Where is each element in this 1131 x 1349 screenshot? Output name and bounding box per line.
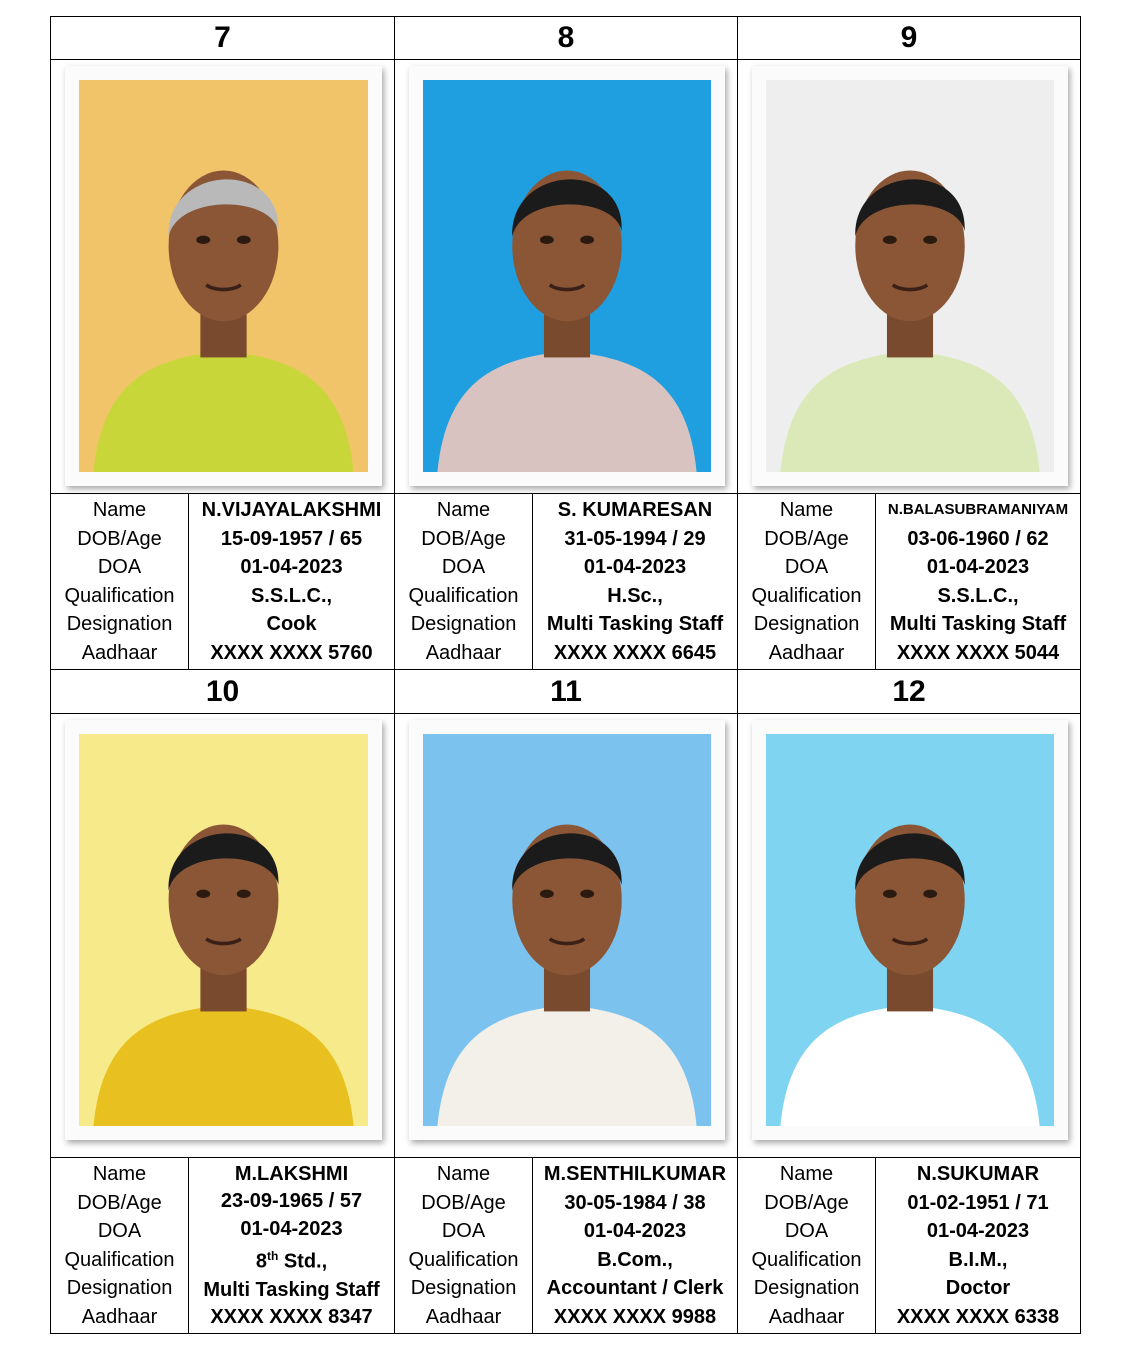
value-qualification: S.S.L.C., xyxy=(250,584,333,607)
details-table xyxy=(51,493,394,669)
field-labels xyxy=(51,494,189,669)
photo-frame xyxy=(752,720,1068,1140)
person-number: 11 xyxy=(550,674,582,708)
portrait-figure xyxy=(423,80,711,472)
value-doa: 01-04-2023 xyxy=(926,556,1030,579)
portrait-figure xyxy=(423,734,711,1126)
value-designation: Doctor xyxy=(945,1277,1011,1300)
value-designation: Multi Tasking Staff xyxy=(889,613,1067,636)
field-values xyxy=(189,494,394,669)
value-doa: 01-04-2023 xyxy=(583,556,687,579)
value-dob-age: 30-05-1984 / 38 xyxy=(564,1191,706,1214)
label-doa: DOA xyxy=(784,556,829,579)
value-qualification: H.Sc., xyxy=(607,584,663,607)
value-aadhaar: XXXX XXXX 5760 xyxy=(210,641,373,664)
details-table xyxy=(738,493,1080,669)
label-qualification: Qualification xyxy=(751,584,862,607)
details-table xyxy=(395,1157,737,1333)
details-table xyxy=(51,1157,394,1333)
photo-frame xyxy=(409,720,725,1140)
label-name: Name xyxy=(436,499,491,522)
label-dob-age: DOB/Age xyxy=(764,1191,849,1214)
photo-frame xyxy=(65,66,382,486)
label-dob-age: DOB/Age xyxy=(77,527,162,550)
label-dob-age: DOB/Age xyxy=(764,527,849,550)
value-doa: 01-04-2023 xyxy=(240,1217,343,1240)
number-cell xyxy=(394,669,737,713)
number-cell xyxy=(737,16,1081,59)
label-qualification: Qualification xyxy=(408,1248,519,1271)
number-cell xyxy=(737,669,1081,713)
field-values xyxy=(533,1158,737,1333)
portrait-figure xyxy=(766,734,1054,1126)
label-doa: DOA xyxy=(97,1220,142,1243)
label-doa: DOA xyxy=(97,556,142,579)
value-designation: Accountant / Clerk xyxy=(546,1277,724,1300)
details-table xyxy=(395,493,737,669)
value-doa: 01-04-2023 xyxy=(240,556,343,579)
label-qualification: Qualification xyxy=(64,1248,175,1271)
value-name: N.VIJAYALAKSHMI xyxy=(201,499,382,522)
value-designation: Multi Tasking Staff xyxy=(203,1278,380,1301)
label-name: Name xyxy=(779,1163,834,1186)
person-number: 7 xyxy=(214,21,231,54)
label-aadhaar: Aadhaar xyxy=(768,641,845,664)
field-labels xyxy=(51,1158,189,1333)
person-number: 8 xyxy=(557,21,575,54)
field-values xyxy=(189,1158,394,1333)
value-dob-age: 03-06-1960 / 62 xyxy=(907,527,1049,550)
label-dob-age: DOB/Age xyxy=(421,527,506,550)
portrait-figure xyxy=(79,734,368,1126)
label-doa: DOA xyxy=(784,1220,829,1243)
portrait-figure xyxy=(79,80,368,472)
value-aadhaar: XXXX XXXX 5044 xyxy=(896,641,1060,664)
label-designation: Designation xyxy=(753,613,860,636)
label-designation: Designation xyxy=(410,1277,517,1300)
person-card xyxy=(394,59,737,669)
value-dob-age: 31-05-1994 / 29 xyxy=(564,527,706,550)
label-designation: Designation xyxy=(410,613,517,636)
portrait-photo xyxy=(423,80,711,472)
person-card xyxy=(737,59,1081,669)
label-name: Name xyxy=(92,1163,147,1186)
label-name: Name xyxy=(436,1163,491,1186)
label-qualification: Qualification xyxy=(751,1248,862,1271)
field-values xyxy=(876,494,1080,669)
value-name: N.BALASUBRAMANIYAM xyxy=(887,501,1069,519)
number-cell xyxy=(50,669,394,713)
qualification-part: 8 xyxy=(255,1251,267,1274)
value-aadhaar: XXXX XXXX 6338 xyxy=(896,1305,1060,1328)
number-cell xyxy=(394,16,737,59)
person-card xyxy=(50,713,394,1334)
value-aadhaar: XXXX XXXX 9988 xyxy=(553,1305,717,1328)
portrait-figure xyxy=(766,80,1054,472)
photo-frame xyxy=(409,66,725,486)
person-card xyxy=(394,713,737,1334)
label-qualification: Qualification xyxy=(408,584,519,607)
field-labels xyxy=(738,1158,876,1333)
portrait-photo xyxy=(423,734,711,1126)
value-name: M.SENTHILKUMAR xyxy=(543,1163,727,1186)
value-aadhaar: XXXX XXXX 6645 xyxy=(553,641,717,664)
value-name: N.SUKUMAR xyxy=(916,1163,1040,1186)
value-qualification: S.S.L.C., xyxy=(937,584,1019,607)
label-aadhaar: Aadhaar xyxy=(425,641,502,664)
person-card xyxy=(50,59,394,669)
label-qualification: Qualification xyxy=(64,584,175,607)
value-dob-age: 01-02-1951 / 71 xyxy=(907,1191,1049,1214)
value-qualification: B.I.M., xyxy=(948,1248,1008,1271)
label-aadhaar: Aadhaar xyxy=(81,1305,158,1328)
value-doa: 01-04-2023 xyxy=(926,1220,1030,1243)
label-doa: DOA xyxy=(441,556,486,579)
portrait-photo xyxy=(766,734,1054,1126)
value-dob-age: 23-09-1965 / 57 xyxy=(220,1190,363,1213)
label-aadhaar: Aadhaar xyxy=(768,1305,845,1328)
value-designation: Multi Tasking Staff xyxy=(546,613,724,636)
label-designation: Designation xyxy=(66,613,173,636)
label-designation: Designation xyxy=(753,1277,860,1300)
number-cell xyxy=(50,16,394,59)
value-designation: Cook xyxy=(266,613,317,636)
field-labels xyxy=(738,494,876,669)
qualification-part: Std., xyxy=(278,1251,328,1274)
qualification-part: th xyxy=(266,1249,279,1264)
portrait-photo xyxy=(79,80,368,472)
person-number: 10 xyxy=(205,674,240,708)
field-labels xyxy=(395,494,533,669)
value-doa: 01-04-2023 xyxy=(583,1220,687,1243)
value-name: S. KUMARESAN xyxy=(557,499,713,522)
staff-sheet xyxy=(50,16,1081,1334)
portrait-photo xyxy=(79,734,368,1126)
value-qualification xyxy=(256,1243,327,1275)
portrait-photo xyxy=(766,80,1054,472)
label-name: Name xyxy=(92,499,147,522)
photo-frame xyxy=(65,720,382,1140)
value-name: M.LAKSHMI xyxy=(234,1162,349,1185)
photo-frame xyxy=(752,66,1068,486)
value-qualification: B.Com., xyxy=(597,1248,673,1271)
label-name: Name xyxy=(779,499,834,522)
field-labels xyxy=(395,1158,533,1333)
value-aadhaar: XXXX XXXX 8347 xyxy=(210,1306,373,1329)
details-table xyxy=(738,1157,1080,1333)
field-values xyxy=(533,494,737,669)
person-number: 12 xyxy=(892,674,926,708)
label-doa: DOA xyxy=(441,1220,486,1243)
person-number: 9 xyxy=(900,21,918,54)
label-aadhaar: Aadhaar xyxy=(425,1305,502,1328)
label-designation: Designation xyxy=(66,1277,173,1300)
label-dob-age: DOB/Age xyxy=(77,1191,162,1214)
person-card xyxy=(737,713,1081,1334)
label-aadhaar: Aadhaar xyxy=(81,641,158,664)
field-values xyxy=(876,1158,1080,1333)
value-dob-age: 15-09-1957 / 65 xyxy=(220,527,363,550)
label-dob-age: DOB/Age xyxy=(421,1191,506,1214)
